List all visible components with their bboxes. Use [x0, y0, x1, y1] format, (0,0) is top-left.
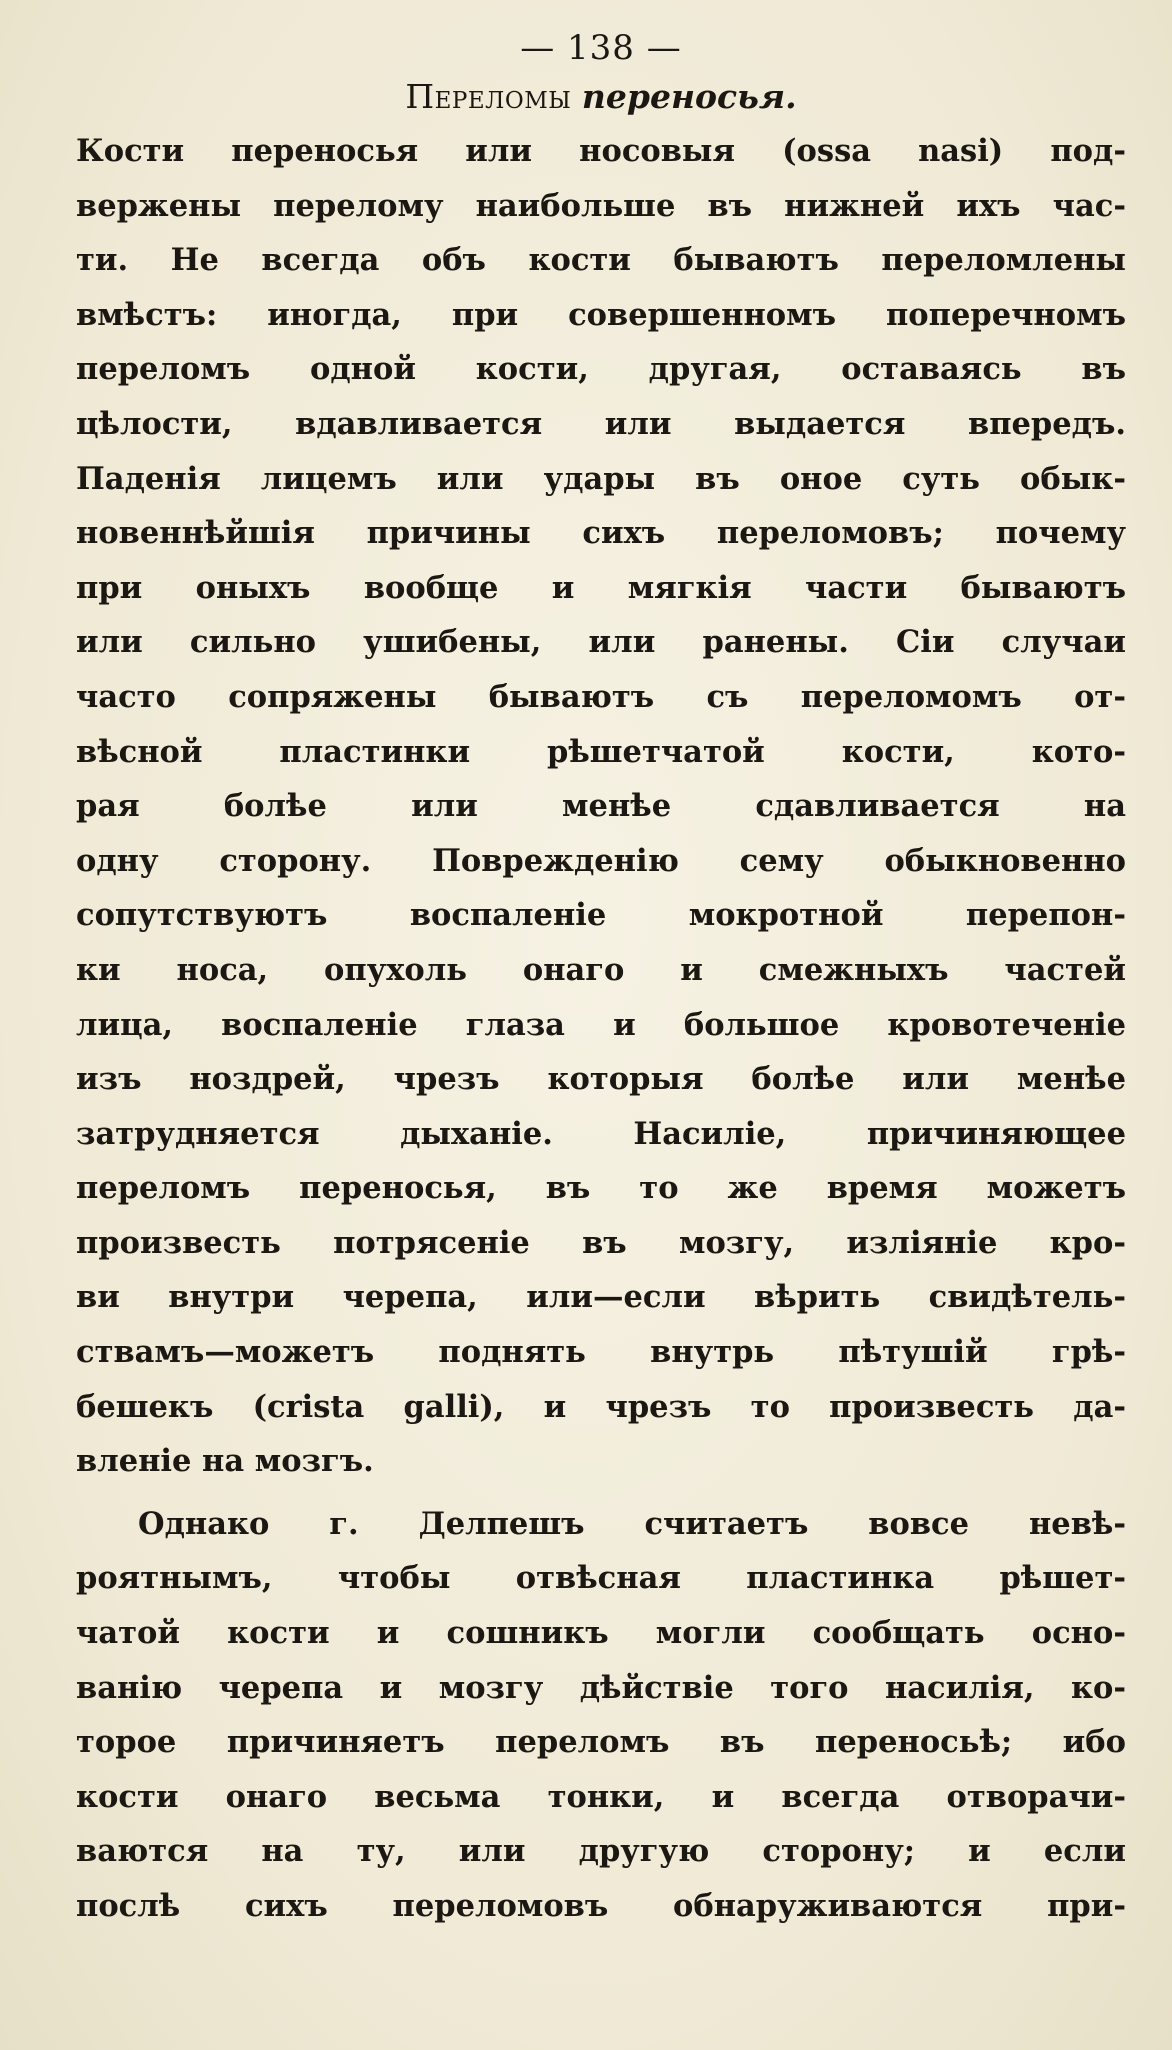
text-line: послѣ сихъ переломовъ обнаруживаются при- — [76, 1888, 1126, 1924]
text-line: сопутствуютъ воспаленіе мокротной перепон- — [76, 897, 1126, 934]
text-line: Кости переносья или носовыя (ossa nasi) под- — [76, 133, 1126, 169]
text-line: цѣлости, вдавливается или выдается впередъ. — [76, 405, 1126, 442]
text-line: кости онаго весьма тонки, и всегда отворачи- — [76, 1778, 1126, 1815]
page-number: — 138 — — [520, 28, 682, 68]
text-line: переломъ одной кости, другая, оставаясь въ — [76, 351, 1126, 388]
text-line: вмѣстъ: иногда, при совершенномъ поперечномъ — [76, 296, 1126, 333]
text-line: роятнымъ, чтобы отвѣсная пластинка рѣшет- — [76, 1560, 1126, 1597]
text-line: новеннѣйшія причины сихъ переломовъ; почему — [76, 515, 1126, 552]
text-line: Паденія лицемъ или удары въ оное суть обык- — [76, 460, 1126, 497]
text-line: часто сопряжены бываютъ съ переломомъ от- — [76, 678, 1126, 715]
section-heading — [76, 72, 1126, 122]
text-line: ванію черепа и мозгу дѣйствіе того насилія, ко- — [76, 1669, 1126, 1706]
text-line: переломъ переносья, въ то же время можетъ — [76, 1170, 1126, 1207]
text-line: ствамъ—можетъ поднять внутрь пѣтушій грѣ- — [76, 1334, 1126, 1371]
text-line: рая болѣе или менѣе сдавливается на — [76, 788, 1126, 825]
text-line: ки носа, опухоль онаго и смежныхъ частей — [76, 951, 1126, 988]
heading-italic: переносья. — [581, 77, 797, 116]
heading-main: Переломы — [405, 77, 572, 116]
text-line: вержены перелому наибольше въ нижней ихъ час- — [76, 187, 1126, 224]
text-line: ви внутри черепа, или—если вѣрить свидѣтель- — [76, 1279, 1126, 1316]
text-line: торое причиняетъ переломъ въ переносьѣ; ибо — [76, 1724, 1126, 1761]
text-line: при оныхъ вообще и мягкія части бываютъ — [76, 569, 1126, 606]
text-line: произвесть потрясеніе въ мозгу, изліяніе кро- — [76, 1224, 1126, 1261]
text-line: ваются на ту, или другую сторону; и если — [76, 1833, 1126, 1870]
paragraph-2 — [76, 1497, 1126, 1934]
paragraph-1 — [76, 124, 1126, 1489]
text-line: чатой кости и сошникъ могли сообщать осно- — [76, 1615, 1126, 1652]
text-line: лица, воспаленіе глаза и большое кровотеченіе — [76, 1006, 1126, 1043]
text-line: изъ ноздрей, чрезъ которыя болѣе или менѣе — [76, 1061, 1126, 1098]
text-line: одну сторону. Поврежденію сему обыкновенно — [76, 842, 1126, 879]
text-line: вѣсной пластинки рѣшетчатой кости, кото- — [76, 733, 1126, 770]
text-line: ти. Не всегда объ кости бываютъ переломлены — [76, 242, 1126, 279]
text-line: бешекъ (crista galli), и чрезъ то произвесть да- — [76, 1388, 1126, 1425]
text-line: затрудняется дыханіе. Насиліе, причиняющее — [76, 1115, 1126, 1152]
text-line: или сильно ушибены, или ранены. Сіи случаи — [76, 624, 1126, 661]
text-line: вленіе на мозгъ. — [76, 1443, 374, 1480]
text-line: Однако г. Делпешъ считаетъ вовсе невѣ- — [138, 1505, 1126, 1542]
